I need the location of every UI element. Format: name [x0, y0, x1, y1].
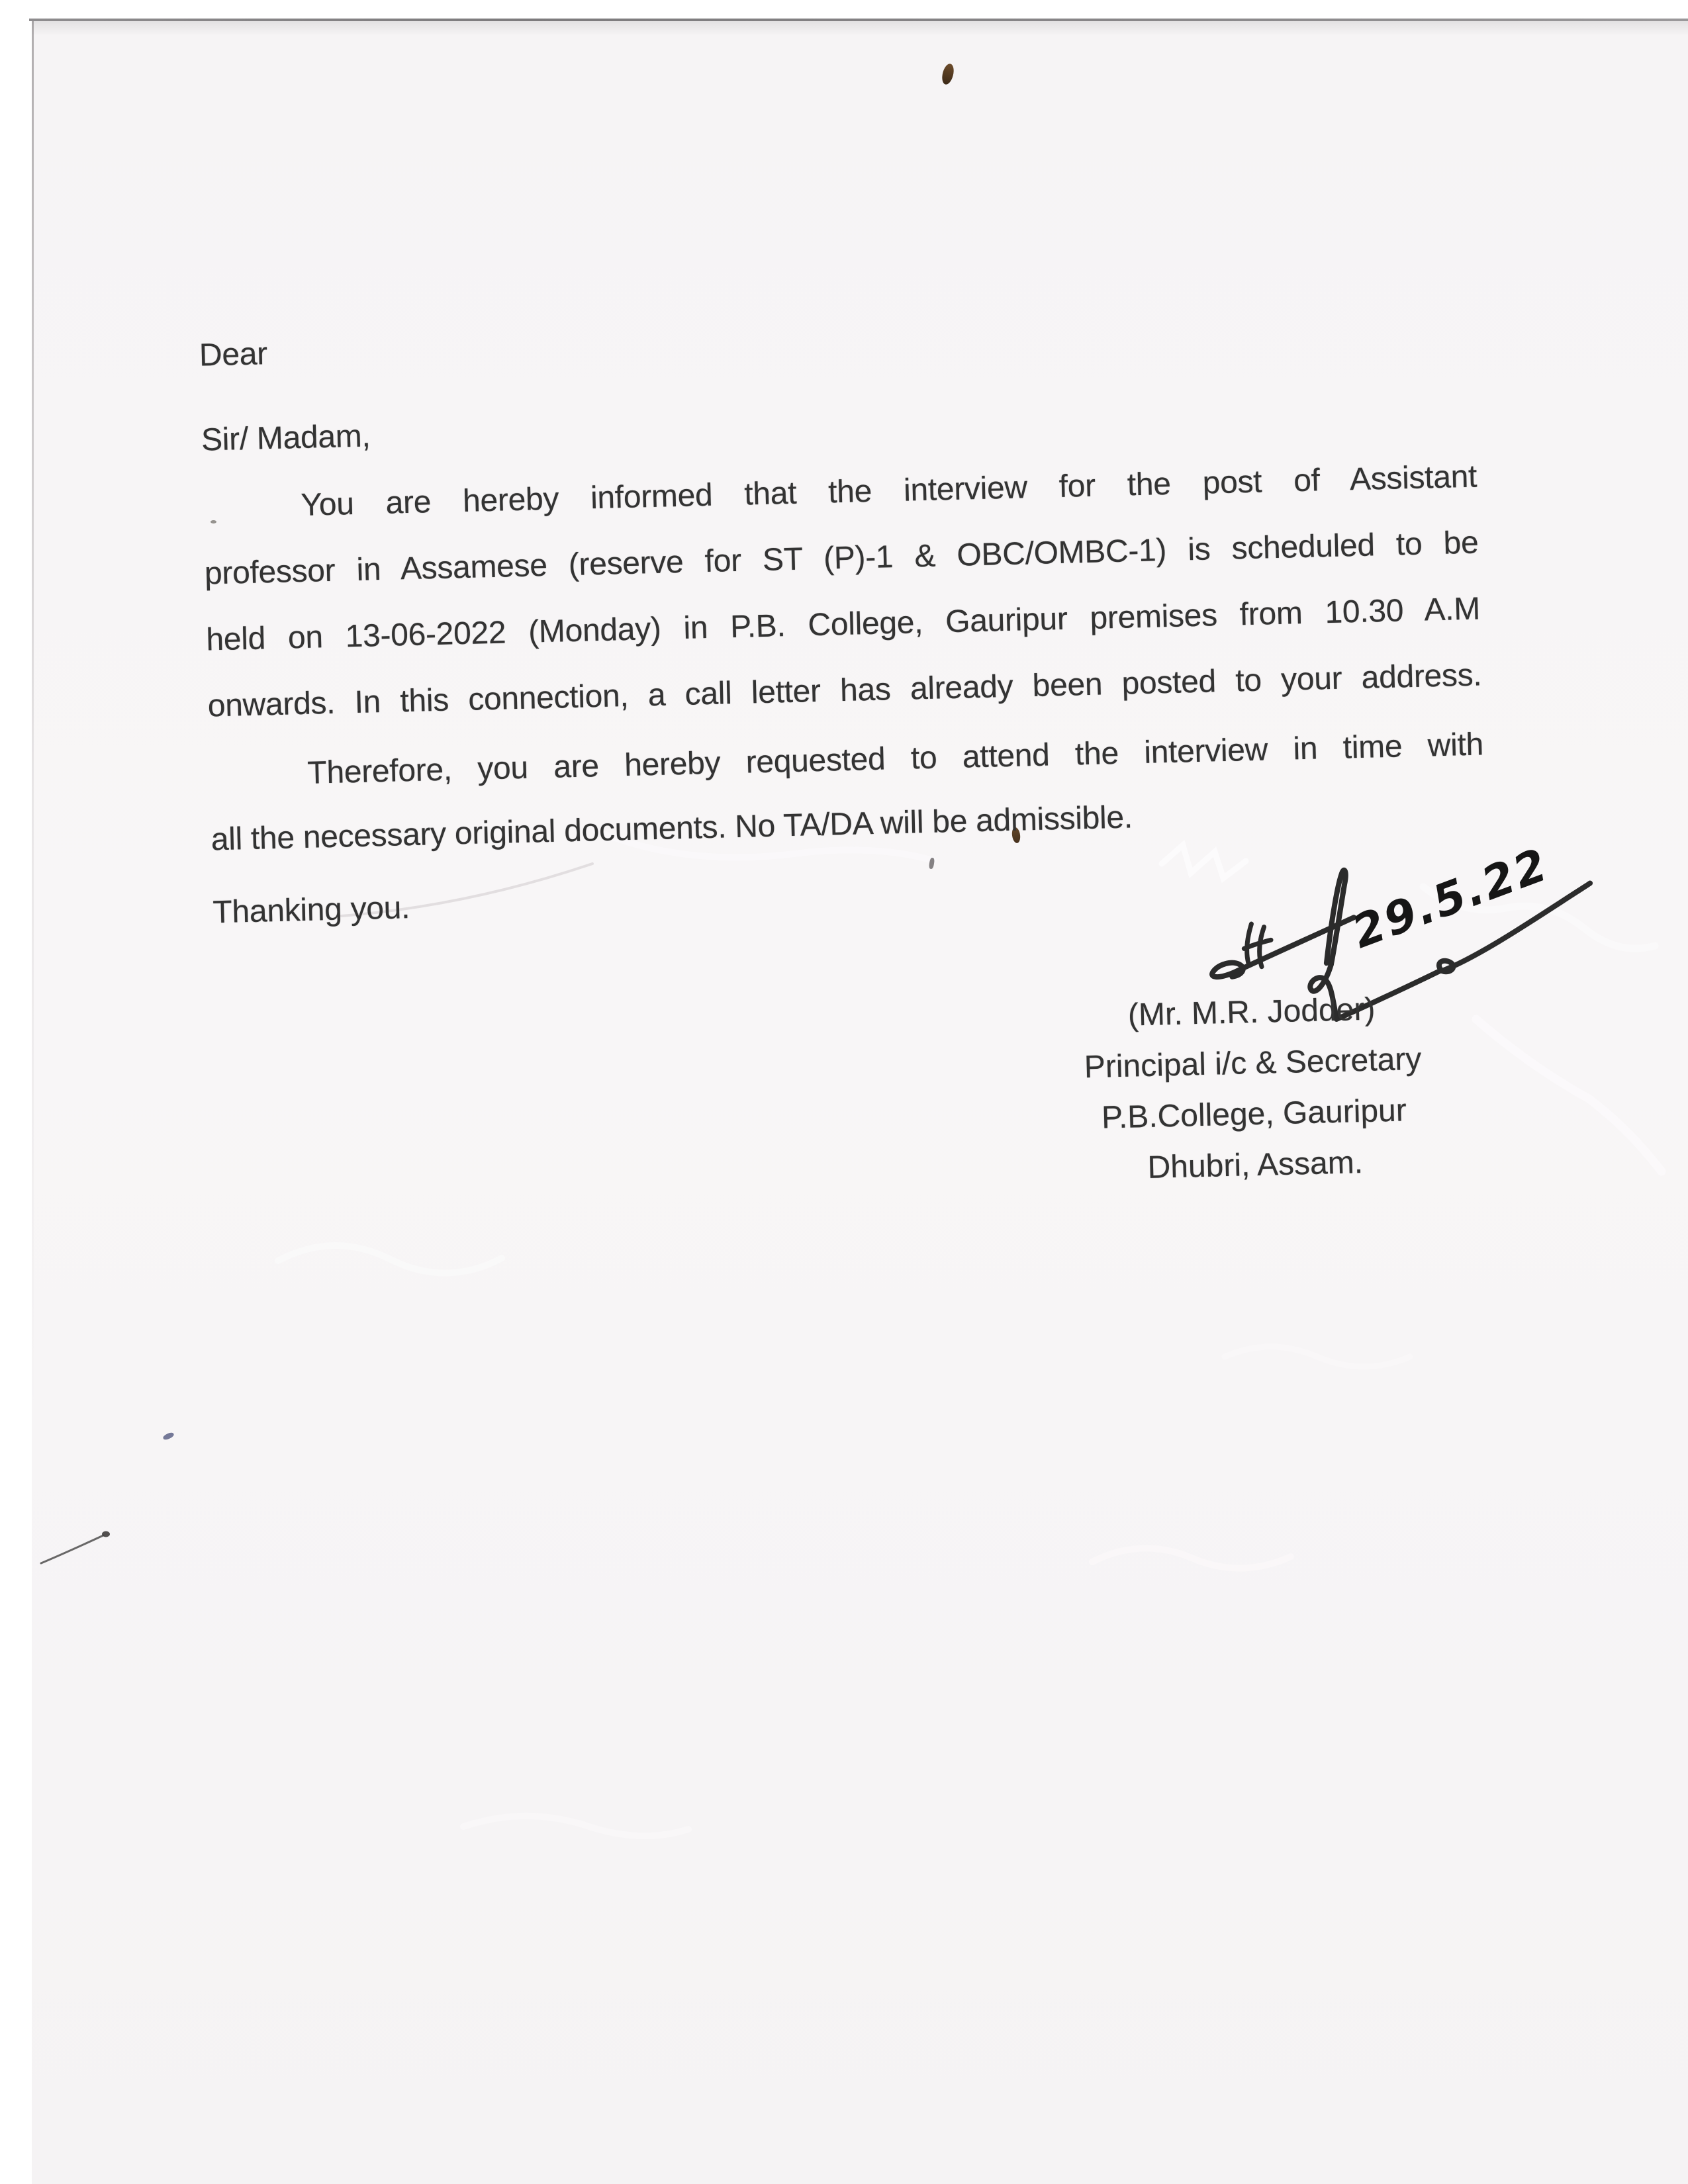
paragraph2-line2: all the necessary original documents. No TA/DA will be admissible.	[211, 799, 1133, 858]
signoff-organization: P.B.College, Gauripur	[1101, 1093, 1407, 1136]
signoff-block	[1036, 981, 1471, 1196]
signature-date: 29.5.22	[1345, 839, 1556, 959]
signoff-name: (Mr. M.R. Jodder)	[1127, 991, 1376, 1033]
closing-thanking-you: Thanking you.	[212, 890, 410, 931]
paragraph1-line3: held on 13-06-2022 (Monday) in P.B. College, Gauripur premises from 10.30 A.M	[205, 591, 1481, 658]
salutation-sir-madam: Sir/ Madam,	[201, 418, 371, 458]
paragraph2-line1: Therefore, you are hereby requested to attend the interview in time with	[306, 727, 1484, 791]
signoff-title: Principal i/c & Secretary	[1084, 1041, 1422, 1085]
salutation-dear: Dear	[199, 336, 268, 373]
signoff-location: Dhubri, Assam.	[1147, 1145, 1364, 1185]
paragraph1-line2: professor in Assamese (reserve for ST (P)-1 & OBC/OMBC-1) is scheduled to be	[204, 525, 1479, 592]
paragraph1-line4: onwards. In this connection, a call letter has already been posted to your address.	[207, 657, 1482, 724]
paragraph1-line1: You are hereby informed that the interview for the post of Assistant	[300, 459, 1477, 523]
